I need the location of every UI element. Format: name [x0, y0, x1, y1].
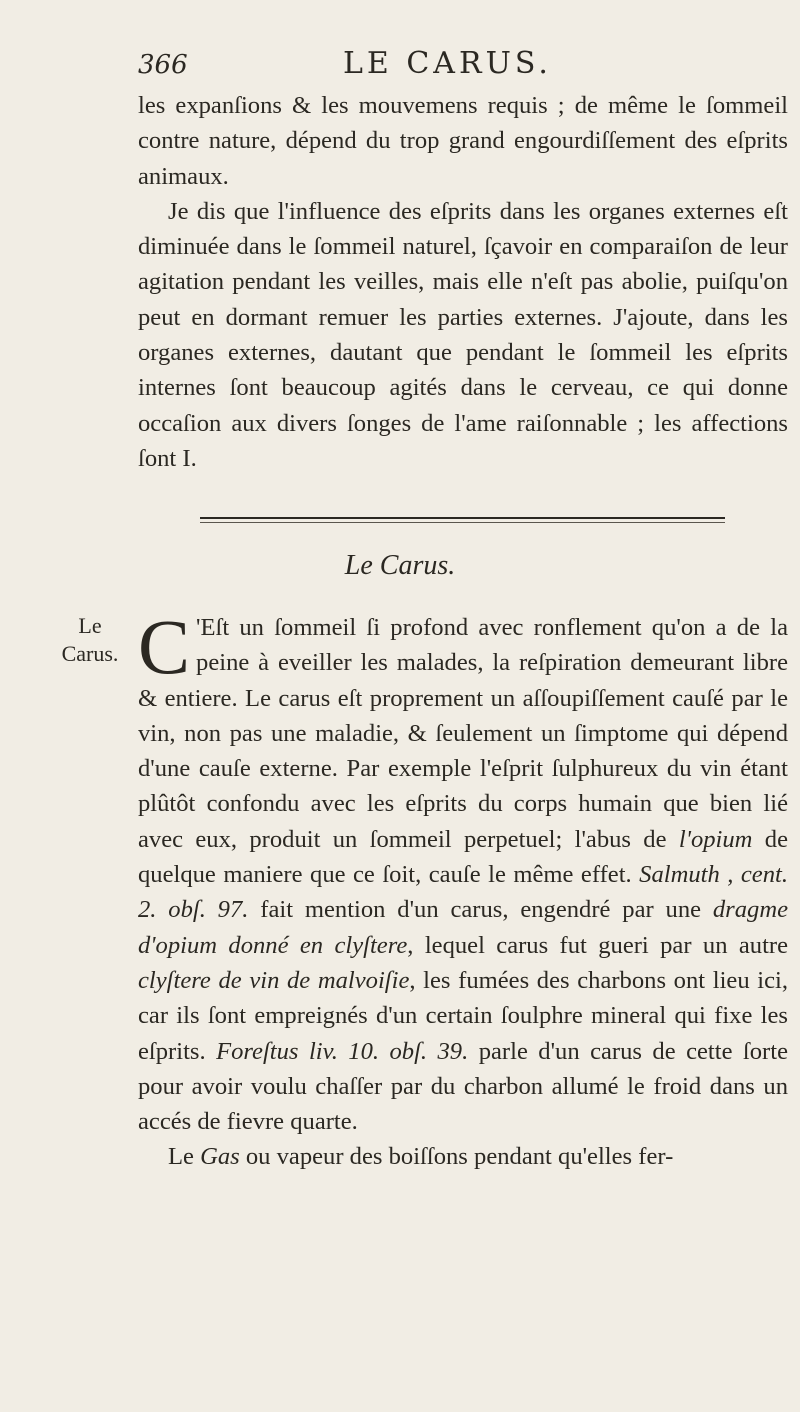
section-title: Le Carus. [344, 550, 456, 581]
paragraph: Je dis que l'influence des eſprits dans les organes externes eſt diminuée dans le ſommeil naturel, ſçavoir en comparaiſon de leur agitation pendant les veilles, mais elle n'eſt pas abolie, puiſqu'on peut en dormant remuer les parties externes. J'ajoute, dans les organes externes, dautant que pendant le ſommeil les eſprits internes ſont beaucoup agités dans le cerveau, ce qui donne occaſion aux divers ſonges de l'ame raiſonnable ; les affections ſont I. [138, 197, 788, 472]
text-run: , les fumées des charbons ont lieu ici, car ils ſont empreignés d'un certain ſoulphre mineral qui fixe les eſprits. [138, 966, 788, 1065]
text-run: ou vapeur des boiſſons pendant qu'elles fer- [239, 1143, 674, 1171]
top-text-block [138, 88, 788, 476]
paragraph [138, 1139, 788, 1174]
text-run: fait mention d'un carus, engendré par une [248, 896, 713, 924]
citation: Salmuth , cent. 2. obſ. 97. [138, 861, 788, 924]
citation: Foreſtus liv. 10. obſ. 39. [216, 1037, 469, 1065]
section-divider [200, 517, 725, 519]
italic-run: clyſtere de vin de malvoiſie [138, 966, 410, 994]
margin-note-line: Carus. [61, 641, 119, 666]
carus-text-block [138, 603, 789, 1175]
italic-run: Gas [200, 1143, 240, 1171]
paragraph: les expanſions & les mouvemens requis ; de même le ſommeil contre nature, dépend du trop grand engourdiſſement des eſprits animaux. [138, 92, 788, 190]
paragraph [138, 603, 789, 1139]
running-title: LE CARUS. [343, 46, 552, 81]
text-run: Le [168, 1143, 201, 1171]
page-number: 366 [138, 50, 188, 80]
text-run: parle d'un carus de cette ſorte pour avoir voulu chaſſer par du charbon allumé le froid dans un accés de fievre quarte. [138, 1037, 788, 1136]
margin-note [50, 612, 130, 668]
italic-run: l'opium [678, 825, 753, 853]
drop-cap: C [138, 603, 191, 690]
text-run: , lequel carus fut gueri par un autre [407, 931, 789, 959]
page-header [138, 46, 638, 90]
margin-note-line: Le [78, 613, 102, 638]
italic-run: dragme d'opium donné en clyſtere [138, 896, 788, 959]
text-run: 'Eſt un ſommeil ſi profond avec ronflement qu'on a de la peine à eveiller les malades, la reſpiration demeurant libre & entiere. Le carus eſt proprement un aſſoupiſſement cauſé par le vin, non pas une maladie, & ſeulement un ſimptome qui dépend d'une cauſe externe. Par exemple l'eſprit ſulphureux du vin étant plûtôt confondu avec les eſprits du corps humain que bien lié avec eux, produit un ſommeil perpetuel; l'abus de [138, 614, 788, 853]
text-run: de quelque maniere que ce ſoit, cauſe le même effet. [138, 825, 788, 889]
